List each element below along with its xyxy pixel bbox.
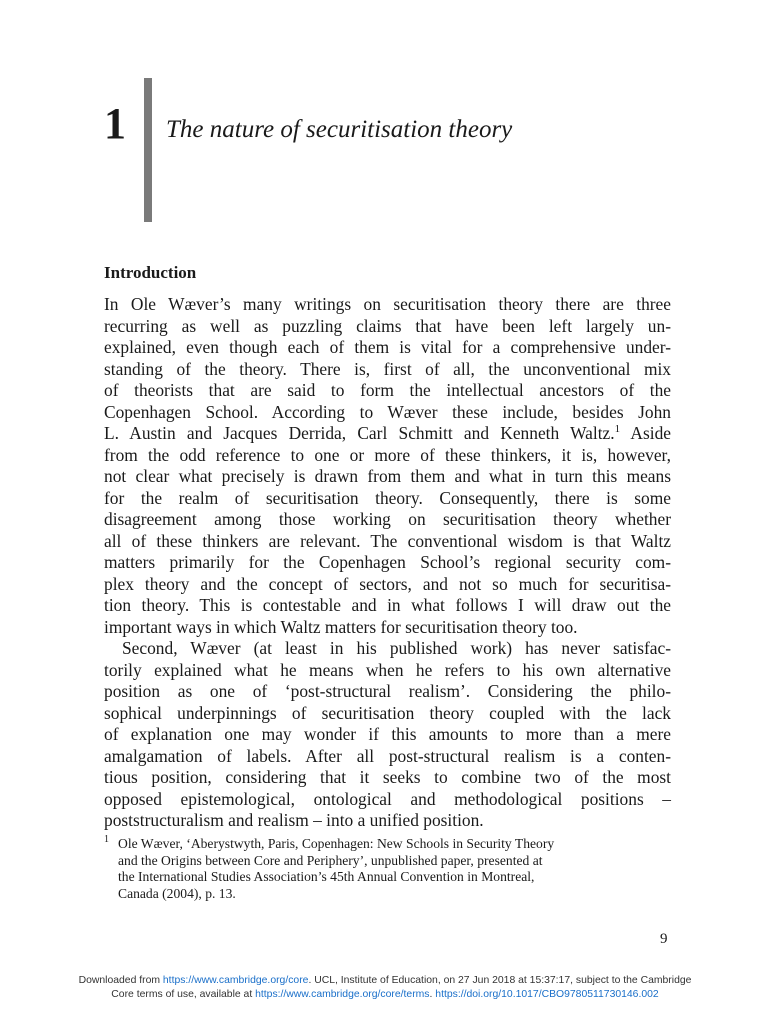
chapter-header [104, 78, 664, 222]
body-text [104, 294, 671, 832]
chapter-rule [144, 78, 152, 222]
text-line: torily explained what he means when he refers to his own alternative [104, 659, 671, 680]
text-line: plex theory and the concept of sectors, and not so much for securitisa- [104, 573, 671, 594]
download-note-terms-prefix: Core terms of use, available at [111, 989, 256, 1000]
footnote-line: Canada (2004), p. 13. [118, 885, 236, 901]
text-fragment: L. Austin and Jacques Derrida, Carl Schmitt and Kenneth Waltz. [104, 423, 615, 443]
chapter-number: 1 [104, 99, 126, 148]
footnote-reference[interactable]: 1 [614, 423, 621, 436]
footnote [104, 836, 671, 902]
footnote-marker: 1 [104, 834, 109, 845]
text-line: matters primarily for the Copenhagen School’s regional security com- [104, 552, 671, 572]
text-line: standing of the theory. There is, first of all, the unconventional mix [104, 358, 671, 379]
text-line: poststructuralism and realism – into a unified position. [104, 810, 484, 830]
text-line: tious position, considering that it seeks to combine two of the most [104, 767, 671, 787]
text-line: In Ole Wæver’s many writings on securitisation theory there are three [104, 294, 671, 314]
text-line: Second, Wæver (at least in his published work) has never satisfac- [122, 638, 671, 658]
text-line: position as one of ‘post-structural realism’. Considering the philo- [104, 681, 671, 701]
text-line-with-footnote-ref [104, 423, 671, 445]
terms-link[interactable]: https://www.cambridge.org/core/terms [255, 989, 430, 1000]
footnote-line: the International Studies Association’s 45th Annual Convention in Montreal, [118, 869, 535, 884]
text-line: recurring as well as puzzling claims that have been left largely un- [104, 315, 671, 336]
chapter-title: The nature of securitisation theory [166, 116, 513, 143]
text-line: all of these thinkers are relevant. The conventional wisdom is that Waltz [104, 530, 671, 551]
download-note-line-1 [22, 974, 748, 988]
footnote-body [118, 836, 671, 902]
download-note-separator: . [429, 989, 436, 1000]
text-line: tion theory. This is contestable and in what follows I will draw out the [104, 595, 671, 615]
text-line: opposed epistemological, ontological and methodological positions – [104, 788, 671, 809]
cambridge-core-link[interactable]: https://www.cambridge.org/core [162, 975, 309, 986]
text-line: for the realm of securitisation theory. Consequently, there is some [104, 487, 671, 508]
text-line: Copenhagen School. According to Wæver these include, besides John [104, 401, 671, 422]
download-note [22, 974, 748, 1002]
download-note-prefix: Downloaded from [78, 975, 163, 986]
text-line: of explanation one may wonder if this amounts to more than a mere [104, 724, 671, 744]
text-line: not clear what precisely is drawn from them and what in turn this means [104, 466, 671, 486]
text-line: important ways in which Waltz matters for securitisation theory too. [104, 616, 578, 637]
footnote-line: and the Origins between Core and Periphery’, unpublished paper, presented at [118, 852, 543, 868]
text-line: explained, even though each of them is vital for a comprehensive under- [104, 337, 671, 357]
text-line: amalgamation of labels. After all post-structural realism is a conten- [104, 745, 671, 766]
text-line: sophical underpinnings of securitisation theory coupled with the lack [104, 702, 671, 723]
download-note-line-2 [22, 988, 748, 1002]
text-line: of theorists that are said to form the intellectual ancestors of the [104, 380, 671, 400]
text-line: from the odd reference to one or more of these thinkers, it is, however, [104, 444, 671, 465]
page-number: 9 [660, 931, 668, 947]
doi-link[interactable]: https://doi.org/10.1017/CBO9780511730146.002 [435, 989, 659, 1000]
download-note-middle: . UCL, Institute of Education, on 27 Jun 2018 at 15:37:17, subject to the Cambridge [308, 975, 692, 986]
section-heading: Introduction [104, 263, 197, 282]
text-fragment: Aside [620, 423, 671, 443]
footnote-line: Ole Wæver, ‘Aberystwyth, Paris, Copenhagen: New Schools in Security Theory [118, 836, 555, 851]
text-line: disagreement among those working on securitisation theory whether [104, 509, 671, 529]
